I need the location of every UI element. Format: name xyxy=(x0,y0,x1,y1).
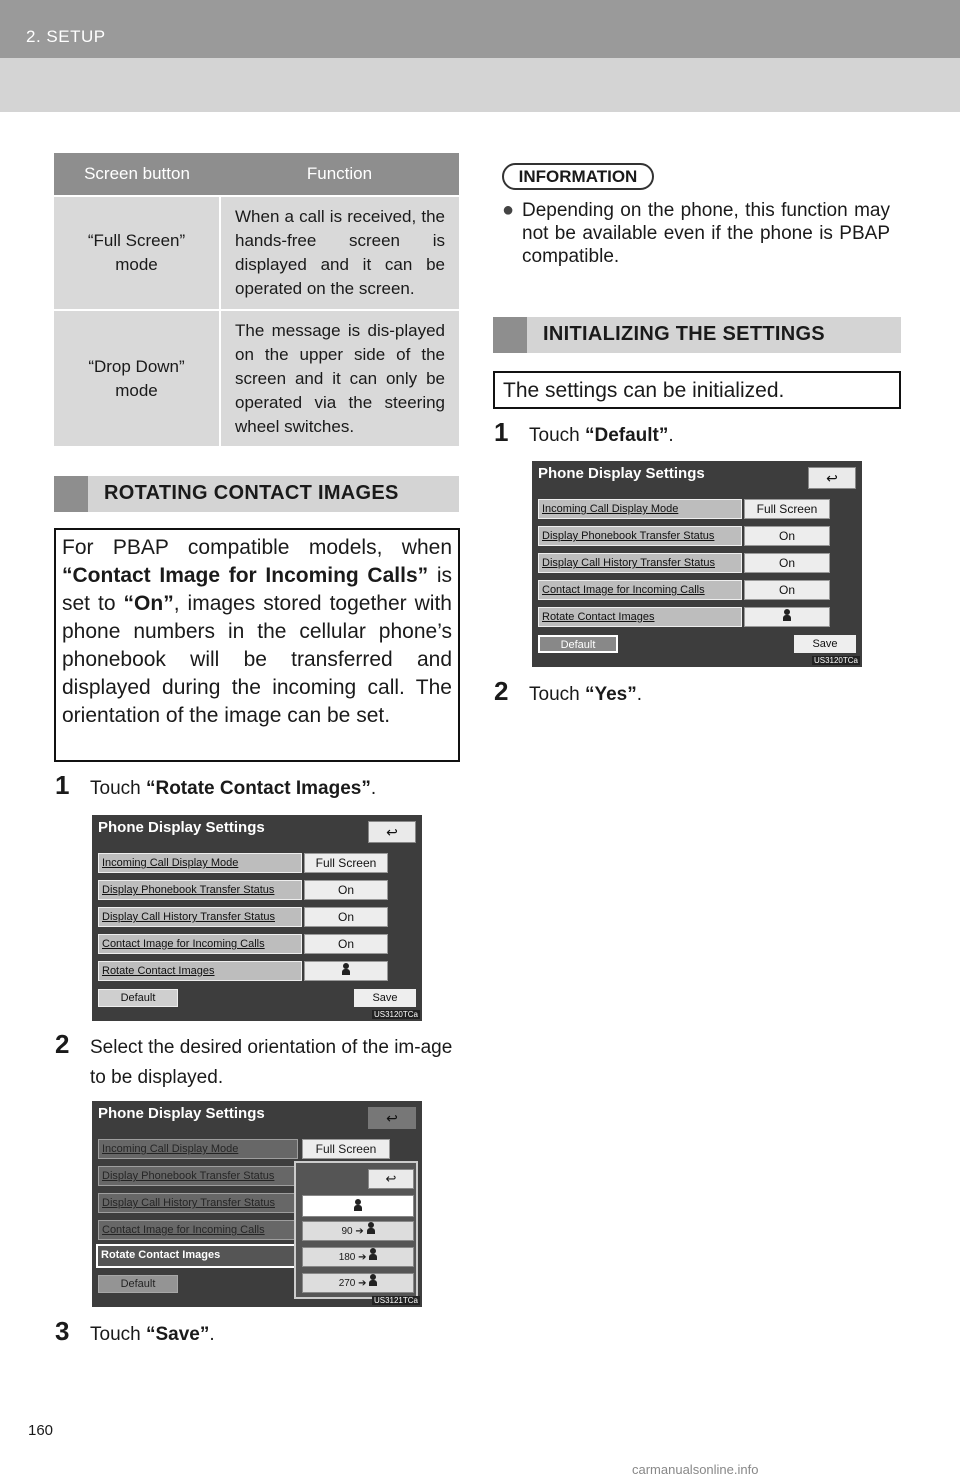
figure-code: US3120TCa xyxy=(373,1010,418,1019)
save-button[interactable]: Save xyxy=(794,635,856,653)
person-icon xyxy=(744,607,830,627)
step-1-rotate: 1 Touch “Rotate Contact Images”. xyxy=(55,770,377,800)
setting-row[interactable]: Display Call History Transfer Status On xyxy=(538,553,830,573)
mode-value: Full Screen xyxy=(302,1139,390,1159)
section-marker xyxy=(493,317,527,353)
information-tag: INFORMATION xyxy=(502,163,654,190)
initializing-lead-box: The settings can be initialized. xyxy=(493,371,901,409)
orientation-270-button[interactable]: 270 ➔ xyxy=(302,1273,414,1293)
back-button[interactable]: ↩ xyxy=(368,821,416,843)
person-icon xyxy=(369,1274,377,1286)
watermark: carmanualsonline.info xyxy=(632,1462,759,1477)
step-2-yes: 2 Touch “Yes”. xyxy=(494,676,643,706)
screen-button-table xyxy=(54,153,459,446)
figure-code: US3121TCa xyxy=(373,1296,418,1305)
section-header-rotating xyxy=(54,476,459,512)
person-icon xyxy=(304,961,388,981)
table-header-function: Function xyxy=(220,153,459,196)
setting-row[interactable]: Rotate Contact Images xyxy=(538,607,830,627)
setting-row: Display Call History Transfer Status xyxy=(98,1193,298,1213)
person-icon xyxy=(354,1199,362,1211)
setting-row: Incoming Call Display Mode xyxy=(98,1139,392,1159)
section-header-text: ROTATING CONTACT IMAGES xyxy=(104,482,399,504)
person-icon xyxy=(367,1222,375,1234)
screenshot-phone-display-settings xyxy=(92,815,422,1021)
setting-row[interactable]: Display Phonebook Transfer Status On xyxy=(98,880,388,900)
setting-row[interactable]: Incoming Call Display Mode Full Screen xyxy=(538,499,830,519)
figure-code: US3120TCa xyxy=(813,656,858,665)
setting-row[interactable]: Contact Image for Incoming Calls On xyxy=(98,934,388,954)
screenshot-phone-display-settings-default xyxy=(532,461,862,667)
screenshot-orientation xyxy=(92,1101,422,1307)
header-subband xyxy=(0,58,960,112)
screen-title: Phone Display Settings xyxy=(538,465,705,482)
table-row xyxy=(54,196,459,310)
default-button[interactable]: Default xyxy=(98,989,178,1007)
orientation-180-button[interactable]: 180 ➔ xyxy=(302,1247,414,1267)
orientation-0-button[interactable] xyxy=(302,1195,414,1217)
orientation-90-button[interactable]: 90 ➔ xyxy=(302,1221,414,1241)
setting-row[interactable]: Display Call History Transfer Status On xyxy=(98,907,388,927)
back-button-dim: ↩ xyxy=(368,1107,416,1129)
table-row xyxy=(54,310,459,446)
setting-row[interactable]: Rotate Contact Images xyxy=(98,961,388,981)
default-button-dim: Default xyxy=(98,1275,178,1293)
person-icon xyxy=(369,1248,377,1260)
setting-row[interactable]: Incoming Call Display Mode Full Screen xyxy=(98,853,388,873)
section-header-initializing xyxy=(493,317,901,353)
step-2-rotate: 2 Select the desired orientation of the im-age to be displayed. xyxy=(55,1029,453,1088)
save-button[interactable]: Save xyxy=(354,989,416,1007)
page-number: 160 xyxy=(28,1422,54,1439)
orientation-popup xyxy=(294,1161,418,1299)
back-button[interactable]: ↩ xyxy=(808,467,856,489)
table-header-button: Screen button xyxy=(54,153,220,196)
information-bullet: ● Depending on the phone, this function may not be available even if the phone is PBAP compatible. xyxy=(502,199,890,267)
header-band xyxy=(0,0,960,58)
table-cell-function: When a call is received, the hands-free screen is displayed and it can be operated on the screen. xyxy=(220,196,459,310)
table-cell-function: The message is dis-played on the upper side of the screen and it can only be operated via the steering wheel switches. xyxy=(220,310,459,446)
step-3-rotate: 3 Touch “Save”. xyxy=(55,1316,215,1346)
table-cell-button: “Drop Down” mode xyxy=(54,310,220,446)
section-title: 2. SETUP xyxy=(26,27,106,46)
default-button[interactable]: Default xyxy=(538,635,618,653)
popup-back-button[interactable]: ↩ xyxy=(368,1169,414,1189)
rotating-lead-box: For PBAP compatible models, when “Contact Image for Incoming Calls” is set to “On”, images stored together with phone numbers in the cellular phone’s phonebook will be transferred and displayed during the incoming call. The orientation of the image can be set. xyxy=(54,528,460,762)
section-marker xyxy=(54,476,88,512)
table-cell-button: “Full Screen” mode xyxy=(54,196,220,310)
screen-title: Phone Display Settings xyxy=(98,1105,265,1122)
setting-row[interactable]: Contact Image for Incoming Calls On xyxy=(538,580,830,600)
setting-row[interactable]: Display Phonebook Transfer Status On xyxy=(538,526,830,546)
step-1-default: 1 Touch “Default”. xyxy=(494,417,674,447)
section-header-text: INITIALIZING THE SETTINGS xyxy=(543,323,825,345)
setting-row-selected[interactable]: Rotate Contact Images xyxy=(96,1244,296,1268)
setting-row: Display Phonebook Transfer Status xyxy=(98,1166,298,1186)
bullet-dot-icon: ● xyxy=(502,199,515,221)
setting-row: Contact Image for Incoming Calls xyxy=(98,1220,298,1240)
screen-title: Phone Display Settings xyxy=(98,819,265,836)
